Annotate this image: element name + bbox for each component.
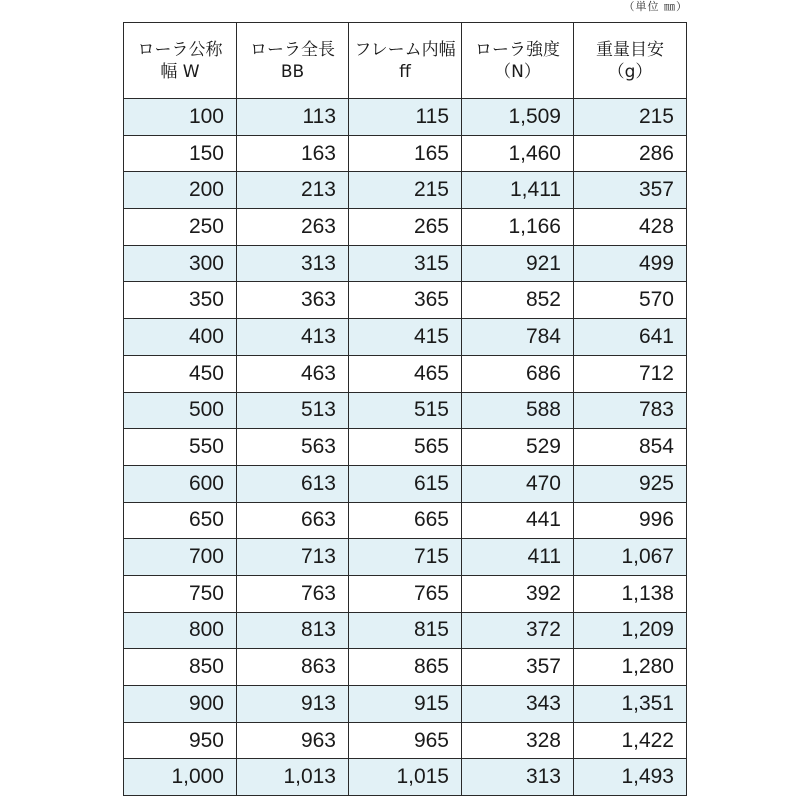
cell-total-length: 963 [237, 722, 349, 759]
table-row [124, 502, 687, 539]
header-sublabel: 幅 W [160, 61, 200, 82]
cell-nominal-width: 350 [124, 282, 237, 319]
header-label: ローラ強度 [475, 39, 560, 60]
cell-nominal-width: 500 [124, 392, 237, 429]
cell-total-length: 513 [237, 392, 349, 429]
cell-weight-estimate: 925 [574, 465, 687, 502]
cell-total-length: 863 [237, 649, 349, 686]
cell-frame-inner-width: 715 [349, 539, 462, 576]
cell-total-length: 363 [237, 282, 349, 319]
cell-total-length: 763 [237, 575, 349, 612]
header-sublabel: （N） [494, 61, 541, 82]
cell-roller-strength: 392 [462, 575, 574, 612]
cell-roller-strength: 588 [462, 392, 574, 429]
cell-frame-inner-width: 815 [349, 612, 462, 649]
cell-weight-estimate: 1,067 [574, 539, 687, 576]
cell-nominal-width: 550 [124, 429, 237, 466]
cell-roller-strength: 784 [462, 319, 574, 356]
cell-roller-strength: 921 [462, 245, 574, 282]
cell-nominal-width: 850 [124, 649, 237, 686]
header-sublabel: ff [399, 61, 411, 82]
cell-nominal-width: 300 [124, 245, 237, 282]
cell-frame-inner-width: 465 [349, 355, 462, 392]
cell-frame-inner-width: 765 [349, 575, 462, 612]
cell-roller-strength: 441 [462, 502, 574, 539]
header-row [124, 23, 687, 99]
table-row [124, 649, 687, 686]
cell-frame-inner-width: 565 [349, 429, 462, 466]
cell-total-length: 313 [237, 245, 349, 282]
cell-roller-strength: 529 [462, 429, 574, 466]
cell-nominal-width: 150 [124, 135, 237, 172]
cell-total-length: 563 [237, 429, 349, 466]
cell-nominal-width: 1,000 [124, 759, 237, 796]
cell-weight-estimate: 783 [574, 392, 687, 429]
table-row [124, 392, 687, 429]
table-row [124, 172, 687, 209]
cell-frame-inner-width: 665 [349, 502, 462, 539]
cell-total-length: 713 [237, 539, 349, 576]
cell-total-length: 263 [237, 209, 349, 246]
table-body [124, 99, 687, 796]
cell-nominal-width: 900 [124, 686, 237, 723]
header-label: ローラ全長 [250, 39, 335, 60]
cell-nominal-width: 450 [124, 355, 237, 392]
cell-nominal-width: 200 [124, 172, 237, 209]
cell-total-length: 663 [237, 502, 349, 539]
cell-roller-strength: 1,460 [462, 135, 574, 172]
table-row [124, 759, 687, 796]
cell-nominal-width: 700 [124, 539, 237, 576]
header-label: フレーム内幅 [354, 39, 456, 60]
header-label: ローラ公称 [137, 39, 223, 60]
cell-roller-strength: 470 [462, 465, 574, 502]
table-row [124, 135, 687, 172]
cell-nominal-width: 950 [124, 722, 237, 759]
table-row [124, 319, 687, 356]
cell-frame-inner-width: 365 [349, 282, 462, 319]
cell-total-length: 913 [237, 686, 349, 723]
header-sublabel: （g） [607, 61, 653, 82]
cell-total-length: 163 [237, 135, 349, 172]
cell-frame-inner-width: 1,015 [349, 759, 462, 796]
roller-spec-table [123, 22, 687, 796]
table-row [124, 575, 687, 612]
cell-nominal-width: 250 [124, 209, 237, 246]
cell-weight-estimate: 215 [574, 99, 687, 136]
header-label: 重量目安 [596, 39, 664, 60]
cell-total-length: 463 [237, 355, 349, 392]
cell-weight-estimate: 357 [574, 172, 687, 209]
cell-weight-estimate: 712 [574, 355, 687, 392]
cell-frame-inner-width: 415 [349, 319, 462, 356]
cell-roller-strength: 1,166 [462, 209, 574, 246]
table-header [124, 23, 687, 99]
cell-nominal-width: 650 [124, 502, 237, 539]
header-total-length [237, 23, 349, 99]
table-row [124, 282, 687, 319]
cell-roller-strength: 852 [462, 282, 574, 319]
cell-frame-inner-width: 865 [349, 649, 462, 686]
cell-roller-strength: 343 [462, 686, 574, 723]
header-roller-strength [462, 23, 574, 99]
cell-total-length: 413 [237, 319, 349, 356]
table-row [124, 355, 687, 392]
cell-nominal-width: 100 [124, 99, 237, 136]
cell-total-length: 213 [237, 172, 349, 209]
header-sublabel: BB [280, 61, 305, 82]
cell-total-length: 1,013 [237, 759, 349, 796]
cell-weight-estimate: 1,493 [574, 759, 687, 796]
cell-total-length: 113 [237, 99, 349, 136]
cell-frame-inner-width: 315 [349, 245, 462, 282]
table-row [124, 612, 687, 649]
header-nominal-width [124, 23, 237, 99]
header-weight-estimate [574, 23, 687, 99]
cell-roller-strength: 357 [462, 649, 574, 686]
cell-total-length: 813 [237, 612, 349, 649]
cell-roller-strength: 411 [462, 539, 574, 576]
cell-frame-inner-width: 115 [349, 99, 462, 136]
cell-roller-strength: 313 [462, 759, 574, 796]
cell-weight-estimate: 1,422 [574, 722, 687, 759]
header-frame-inner-width [349, 23, 462, 99]
cell-weight-estimate: 1,138 [574, 575, 687, 612]
cell-weight-estimate: 641 [574, 319, 687, 356]
cell-nominal-width: 400 [124, 319, 237, 356]
cell-weight-estimate: 1,280 [574, 649, 687, 686]
cell-roller-strength: 372 [462, 612, 574, 649]
cell-roller-strength: 1,509 [462, 99, 574, 136]
table-row [124, 465, 687, 502]
table-row [124, 245, 687, 282]
cell-frame-inner-width: 515 [349, 392, 462, 429]
cell-weight-estimate: 854 [574, 429, 687, 466]
cell-total-length: 613 [237, 465, 349, 502]
cell-weight-estimate: 570 [574, 282, 687, 319]
table-row [124, 99, 687, 136]
cell-weight-estimate: 1,351 [574, 686, 687, 723]
unit-note: （単位 ㎜） [623, 0, 688, 13]
cell-weight-estimate: 499 [574, 245, 687, 282]
table-row [124, 209, 687, 246]
cell-roller-strength: 328 [462, 722, 574, 759]
table-row [124, 429, 687, 466]
cell-frame-inner-width: 215 [349, 172, 462, 209]
cell-weight-estimate: 996 [574, 502, 687, 539]
cell-weight-estimate: 1,209 [574, 612, 687, 649]
cell-roller-strength: 686 [462, 355, 574, 392]
cell-weight-estimate: 428 [574, 209, 687, 246]
cell-frame-inner-width: 965 [349, 722, 462, 759]
table-row [124, 686, 687, 723]
table-row [124, 539, 687, 576]
cell-frame-inner-width: 615 [349, 465, 462, 502]
cell-weight-estimate: 286 [574, 135, 687, 172]
cell-nominal-width: 800 [124, 612, 237, 649]
cell-frame-inner-width: 165 [349, 135, 462, 172]
cell-nominal-width: 600 [124, 465, 237, 502]
cell-nominal-width: 750 [124, 575, 237, 612]
cell-frame-inner-width: 265 [349, 209, 462, 246]
table-row [124, 722, 687, 759]
cell-frame-inner-width: 915 [349, 686, 462, 723]
cell-roller-strength: 1,411 [462, 172, 574, 209]
